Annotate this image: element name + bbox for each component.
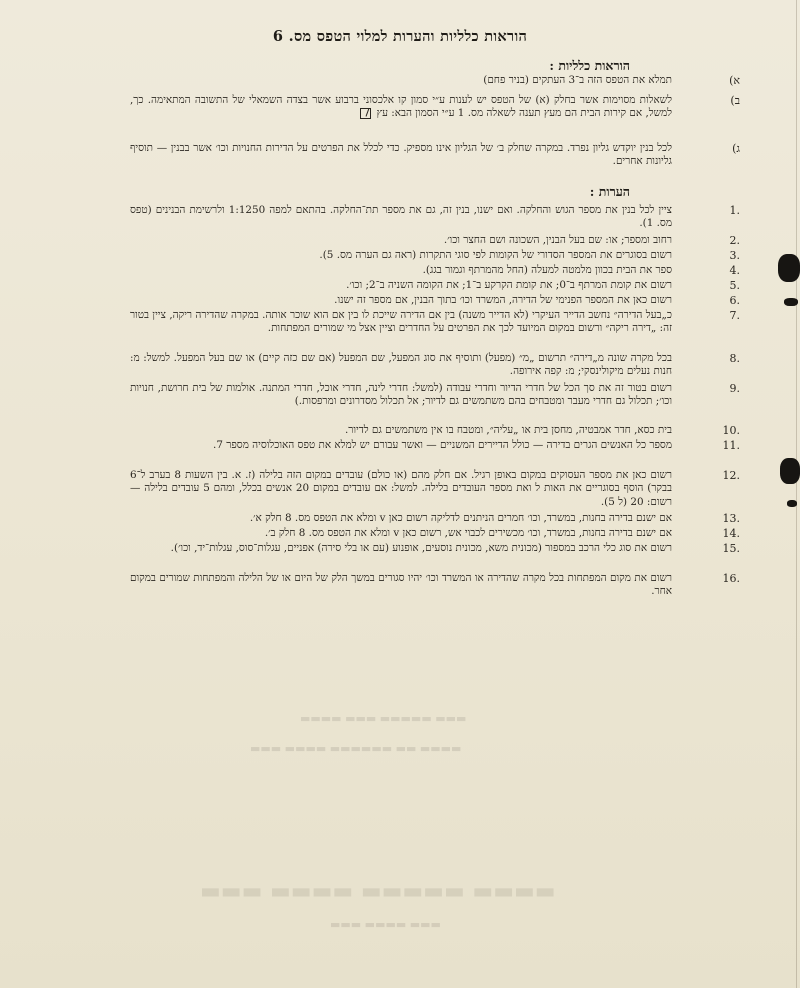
note-text: רשום כאן את המספר הפנימי של הדירה, המשרד וכו׳ בתוך הבנין, אם מספר זה ישנו.	[334, 294, 672, 306]
note-number: .15	[722, 542, 740, 555]
note-text: רשום בטור זה את סך הכל של חדרי הדיור וחדרי עבודה (למשל: חדרי לינה, חדרי אוכל, חדרי המתנה. אולמות של בית חרושת, חנויות וכו׳; תכלול גם חדרי מעבר ומטבחים בהם משתמשים גם לדיור; אל תכלול מסדרונים ומרפסות.)	[130, 382, 672, 408]
note-number: .3	[729, 249, 740, 262]
show-through-text: ▬▬▬▬ ▬▬▬▬▬ ▬▬▬▬ ▬▬▬	[200, 878, 556, 904]
general-item	[60, 142, 740, 168]
ink-smudge	[778, 254, 800, 282]
note-number: .1	[729, 204, 740, 217]
show-through-text: ▬▬▬▬ ▬▬ ▬▬▬▬▬▬ ▬▬▬▬ ▬▬▬	[250, 742, 462, 755]
general-item	[60, 74, 740, 94]
note-text: רשום בסוגרים את המספר הסדורי של הקומות לפי סוגי התקרות (ראה גם הערה מס. 5).	[319, 249, 672, 261]
note-text: אם ישנם בדירה בחנות, במשרד, וכו׳ חמרים הניתנים לדליקה רשום כאן v ומלא את הטפס מס. 8 חלק א׳.	[249, 512, 672, 524]
note-text: רשום את מקום המפתחות בכל מקרה שהדירה או המשרד וכו׳ יהיו סגורים במשך הלק של היום או של הלילה והמפתחות שמורים במקום אחר.	[130, 572, 672, 598]
general-instructions-heading: הוראות כלליות :	[549, 58, 630, 73]
note-item	[60, 309, 740, 335]
note-item	[60, 572, 740, 598]
page-title: הוראות כלליות והערות למלוי הטפס מס. 6	[272, 28, 528, 45]
note-text: רשום את סוג כלי הרכב במספור (מכונית משא, מכונית נוסעים, אופנוע (עם או בלי סירה) אפניים, עגלות־סוס, עגלות־יד, וכו׳).	[170, 542, 672, 554]
note-item	[60, 352, 740, 378]
note-text: בית כסא, חדר אמבטיה, מחסן בית או „עליה״, ומטבח בו אין משתמשים גם לדיור.	[344, 424, 672, 436]
note-item	[60, 439, 740, 459]
note-number: .10	[722, 424, 740, 437]
general-item-text: תמלא את הטפס הזה ב־3 העתקים (בניר פחם)	[483, 74, 672, 86]
note-text: רשום את קומת המרתף ב־0; את קומת הקרקע ב־1; את הקומה השניה ב־2; וכו׳.	[346, 279, 672, 291]
ink-smudge	[784, 298, 798, 306]
general-item-number: א)	[729, 74, 740, 87]
note-text: בכל מקרה שונה מ„דירה״ תרשום „מ״ (מפעל) ותוסיף את סוג המפעל, שם המפעל (אם שם כזה קיים) או שם בעל המפעל. למשל: מ: חנות נעלים מיקולינסקי; מ: קפה אירופה.	[130, 352, 672, 378]
general-item-text: לכל בנין יוקדש גליון נפרד. במקרה שחלק ב׳ של הגליון אינו מספיק. כדי לכלל את הפרטים על הדירות החנויות וכו׳ אשר בבנין — תוסיף גליונות אחרים.	[130, 142, 672, 168]
note-number: .13	[722, 512, 740, 525]
note-number: .14	[722, 527, 740, 540]
note-text: ציין לכל בנין את מספר הגוש והחלקה. ואם ישנו, בנין זה, גם את מספר תת־החלקה. בהתאם למפה 1:1250 ולרשימת הבנינים (טפס מס. 1).	[130, 204, 673, 230]
note-number: .7	[729, 309, 740, 322]
note-number: .2	[729, 234, 740, 247]
general-item-number: ב)	[730, 94, 740, 107]
note-number: .16	[722, 572, 740, 585]
note-item	[60, 204, 740, 230]
note-number: .9	[729, 382, 740, 395]
note-number: .6	[729, 294, 740, 307]
show-through-text: ▬▬▬ ▬▬▬▬▬ ▬▬▬ ▬▬▬▬	[300, 712, 467, 725]
note-number: .11	[722, 439, 740, 452]
page-edge	[796, 0, 797, 988]
notes-heading: הערות :	[589, 184, 630, 199]
general-item-number: ג)	[732, 142, 740, 155]
note-number: .4	[729, 264, 740, 277]
note-text: רשום כאן את מספר העסוקים במקום באופן רגיל. אם חלק מהם (או כולם) עובדים במקום הזה בלילה (ז. א. בין השעות 8 בערב ל־6 בבקר) הוסף בסוגריים את האות ל ואת מספר העובדים בלילה. למשל: אם עובדים במקום 20 אנשים בכלל, ומהם 5 עובדים בלילה — רשום: 20 (ל 5).	[130, 469, 673, 508]
general-item	[60, 94, 740, 120]
general-item-text-part: לשאלות מסוימות אשר בחלק (א) של הטפס יש לענות ע״י סמון קו אלכסוני ברבוע אשר בצדה השמאלי של התשובה המתאימה. כך, למשל, אם קירות הבית הם מעץ תענה לשאלה מס. 1 ע״י הסמון הבא: עץ	[130, 94, 672, 120]
note-text: רחוב ומספר; או: שם בעל הבנין, השכונה ושם החצר וכו׳.	[443, 234, 672, 246]
note-number: .12	[722, 469, 740, 482]
show-through-text: ▬▬▬ ▬▬▬▬ ▬▬▬	[330, 918, 441, 931]
note-text: אם ישנם בדירה בחנות, במשרד, וכו׳ מכשירים לכבוי אש, רשום כאן v ומלא את הטפס מס. 8 חלק ב׳.	[264, 527, 672, 539]
note-text: ספר את הבית בכוון מלמטה למעלה (החל מהמרתף וגמור בגג).	[422, 264, 672, 276]
ink-smudge	[780, 458, 800, 484]
ink-smudge	[787, 500, 797, 507]
general-item-text	[130, 94, 672, 121]
note-item	[60, 542, 740, 562]
note-number: .5	[729, 279, 740, 292]
note-number: .8	[729, 352, 740, 365]
note-text: מספר כל האנשים הגרים בדירה — כולל הדיירים המשניים — ואשר עבורם יש למלא את טפס האוכלוסיה מספר 7.	[213, 439, 672, 451]
note-item	[60, 382, 740, 408]
checkbox-example-icon	[360, 108, 371, 119]
note-text: כ„בעל הדירה״ נחשב הדייר העיקרי (לא הדייר משנה) בין אם הדירה שייכת לו בין אם הוא שוכר אותה. במקרה שהדירה ריקה, ציין בטור זה: „דירה ריקה״ ורשום במקום המיועד לכך את הפרטים על החדרים וציין אצל מי שמורים המפתחות.	[130, 309, 672, 335]
note-item	[60, 469, 740, 508]
